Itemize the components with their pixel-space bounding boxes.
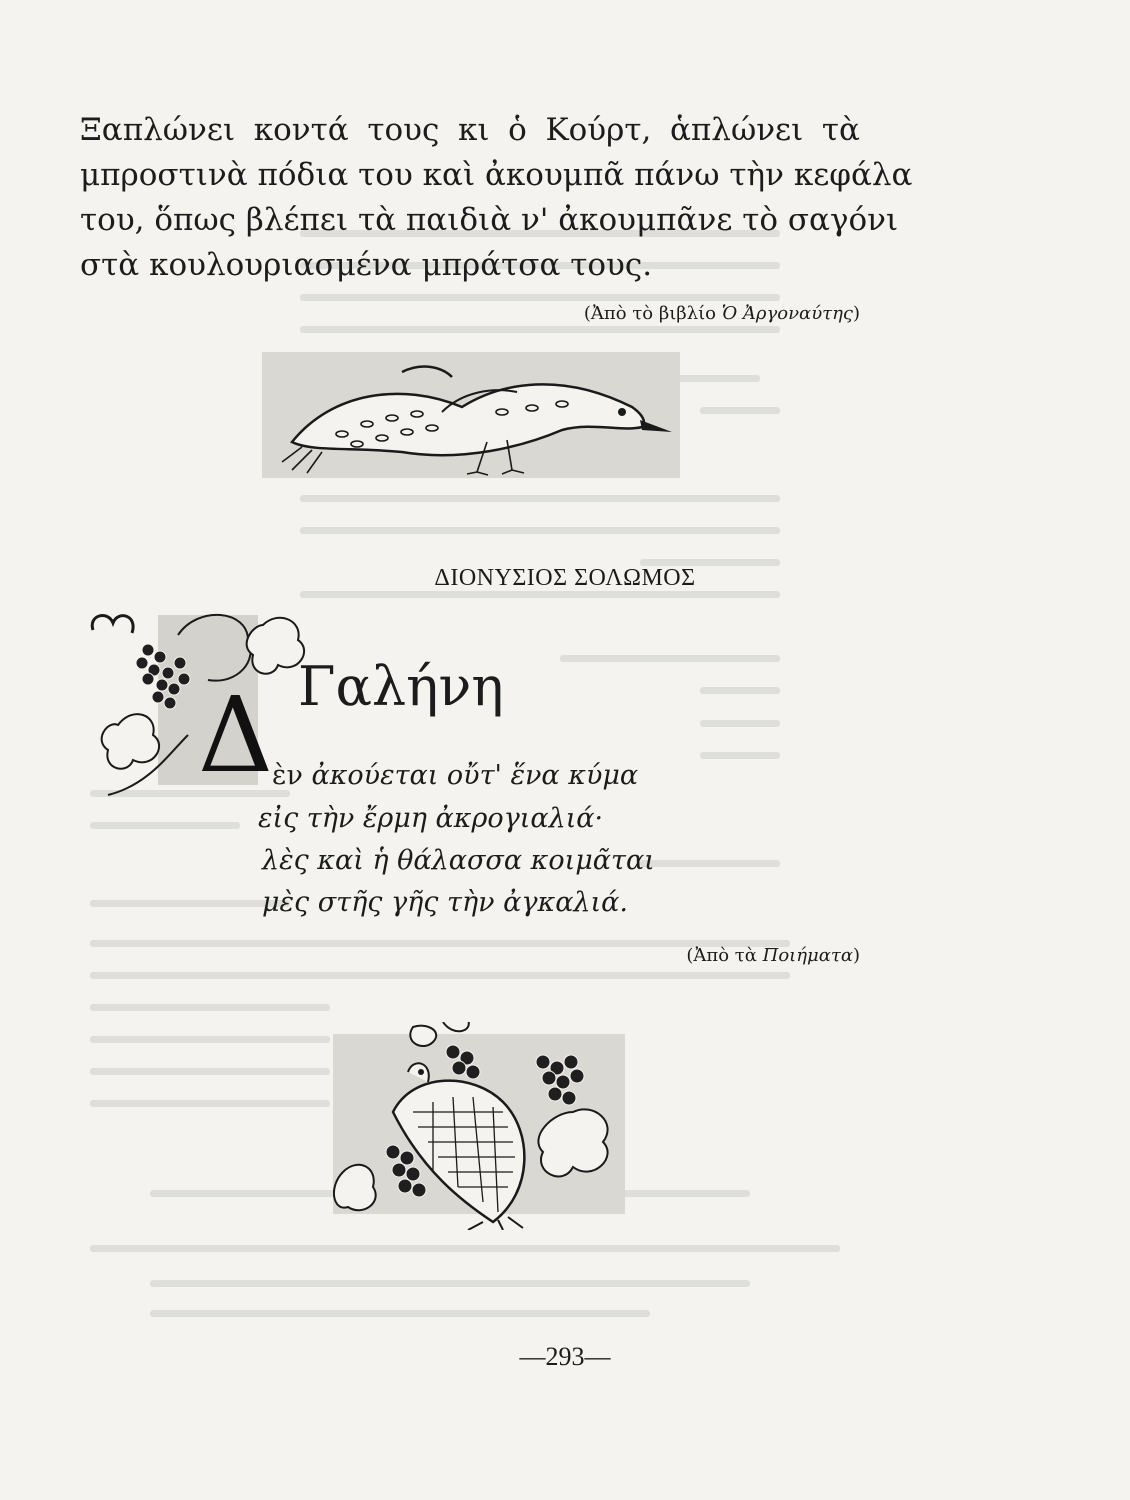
author-name: ΔΙΟΝΥΣΙΟΣ ΣΟΛΩΜΟΣ — [434, 565, 696, 591]
source-title: Ποιήματα — [762, 945, 853, 966]
page-number: —293— — [519, 1342, 611, 1371]
source-title: Ὁ Ἀργοναύτης — [721, 303, 853, 324]
verse-line: εἰς τὴν ἔρμη ἀκρογιαλιά· — [258, 803, 604, 834]
prose-line: Ξαπλώνει κοντά τους κι ὁ Κούρτ, ἁπλώνει τὰ — [80, 112, 860, 148]
drop-cap: Δ — [198, 674, 274, 796]
verse-line: μὲς στῆς γῆς τὴν ἀγκαλιά. — [262, 887, 628, 918]
bird-grapes-illustration — [333, 1022, 625, 1230]
prose-line: του, ὅπως βλέπει τὰ παιδιὰ ν' ἀκουμπᾶνε τὸ σαγόνι — [80, 202, 899, 238]
verse-line: λὲς καὶ ἡ θάλασσα κοιμᾶται — [262, 845, 655, 876]
prose-line: στὰ κουλουριασμένα μπράτσα τους. — [80, 247, 653, 283]
source-citation-2: (Ἀπὸ τὰ Ποιήματα) — [686, 945, 860, 966]
prose-line: μπροστινὰ πόδια του καὶ ἀκουμπᾶ πάνω τὴν κεφάλα — [80, 157, 913, 193]
source-citation-1: (Ἀπὸ τὸ βιβλίο Ὁ Ἀργοναύτης) — [583, 303, 860, 324]
poem-title: Γαλήνη — [298, 655, 504, 718]
verse-line: ὲν ἀκούεται οὔτ' ἕνα κύμα — [272, 760, 639, 791]
bird-illustration — [262, 352, 680, 478]
prose-paragraph — [80, 108, 913, 288]
